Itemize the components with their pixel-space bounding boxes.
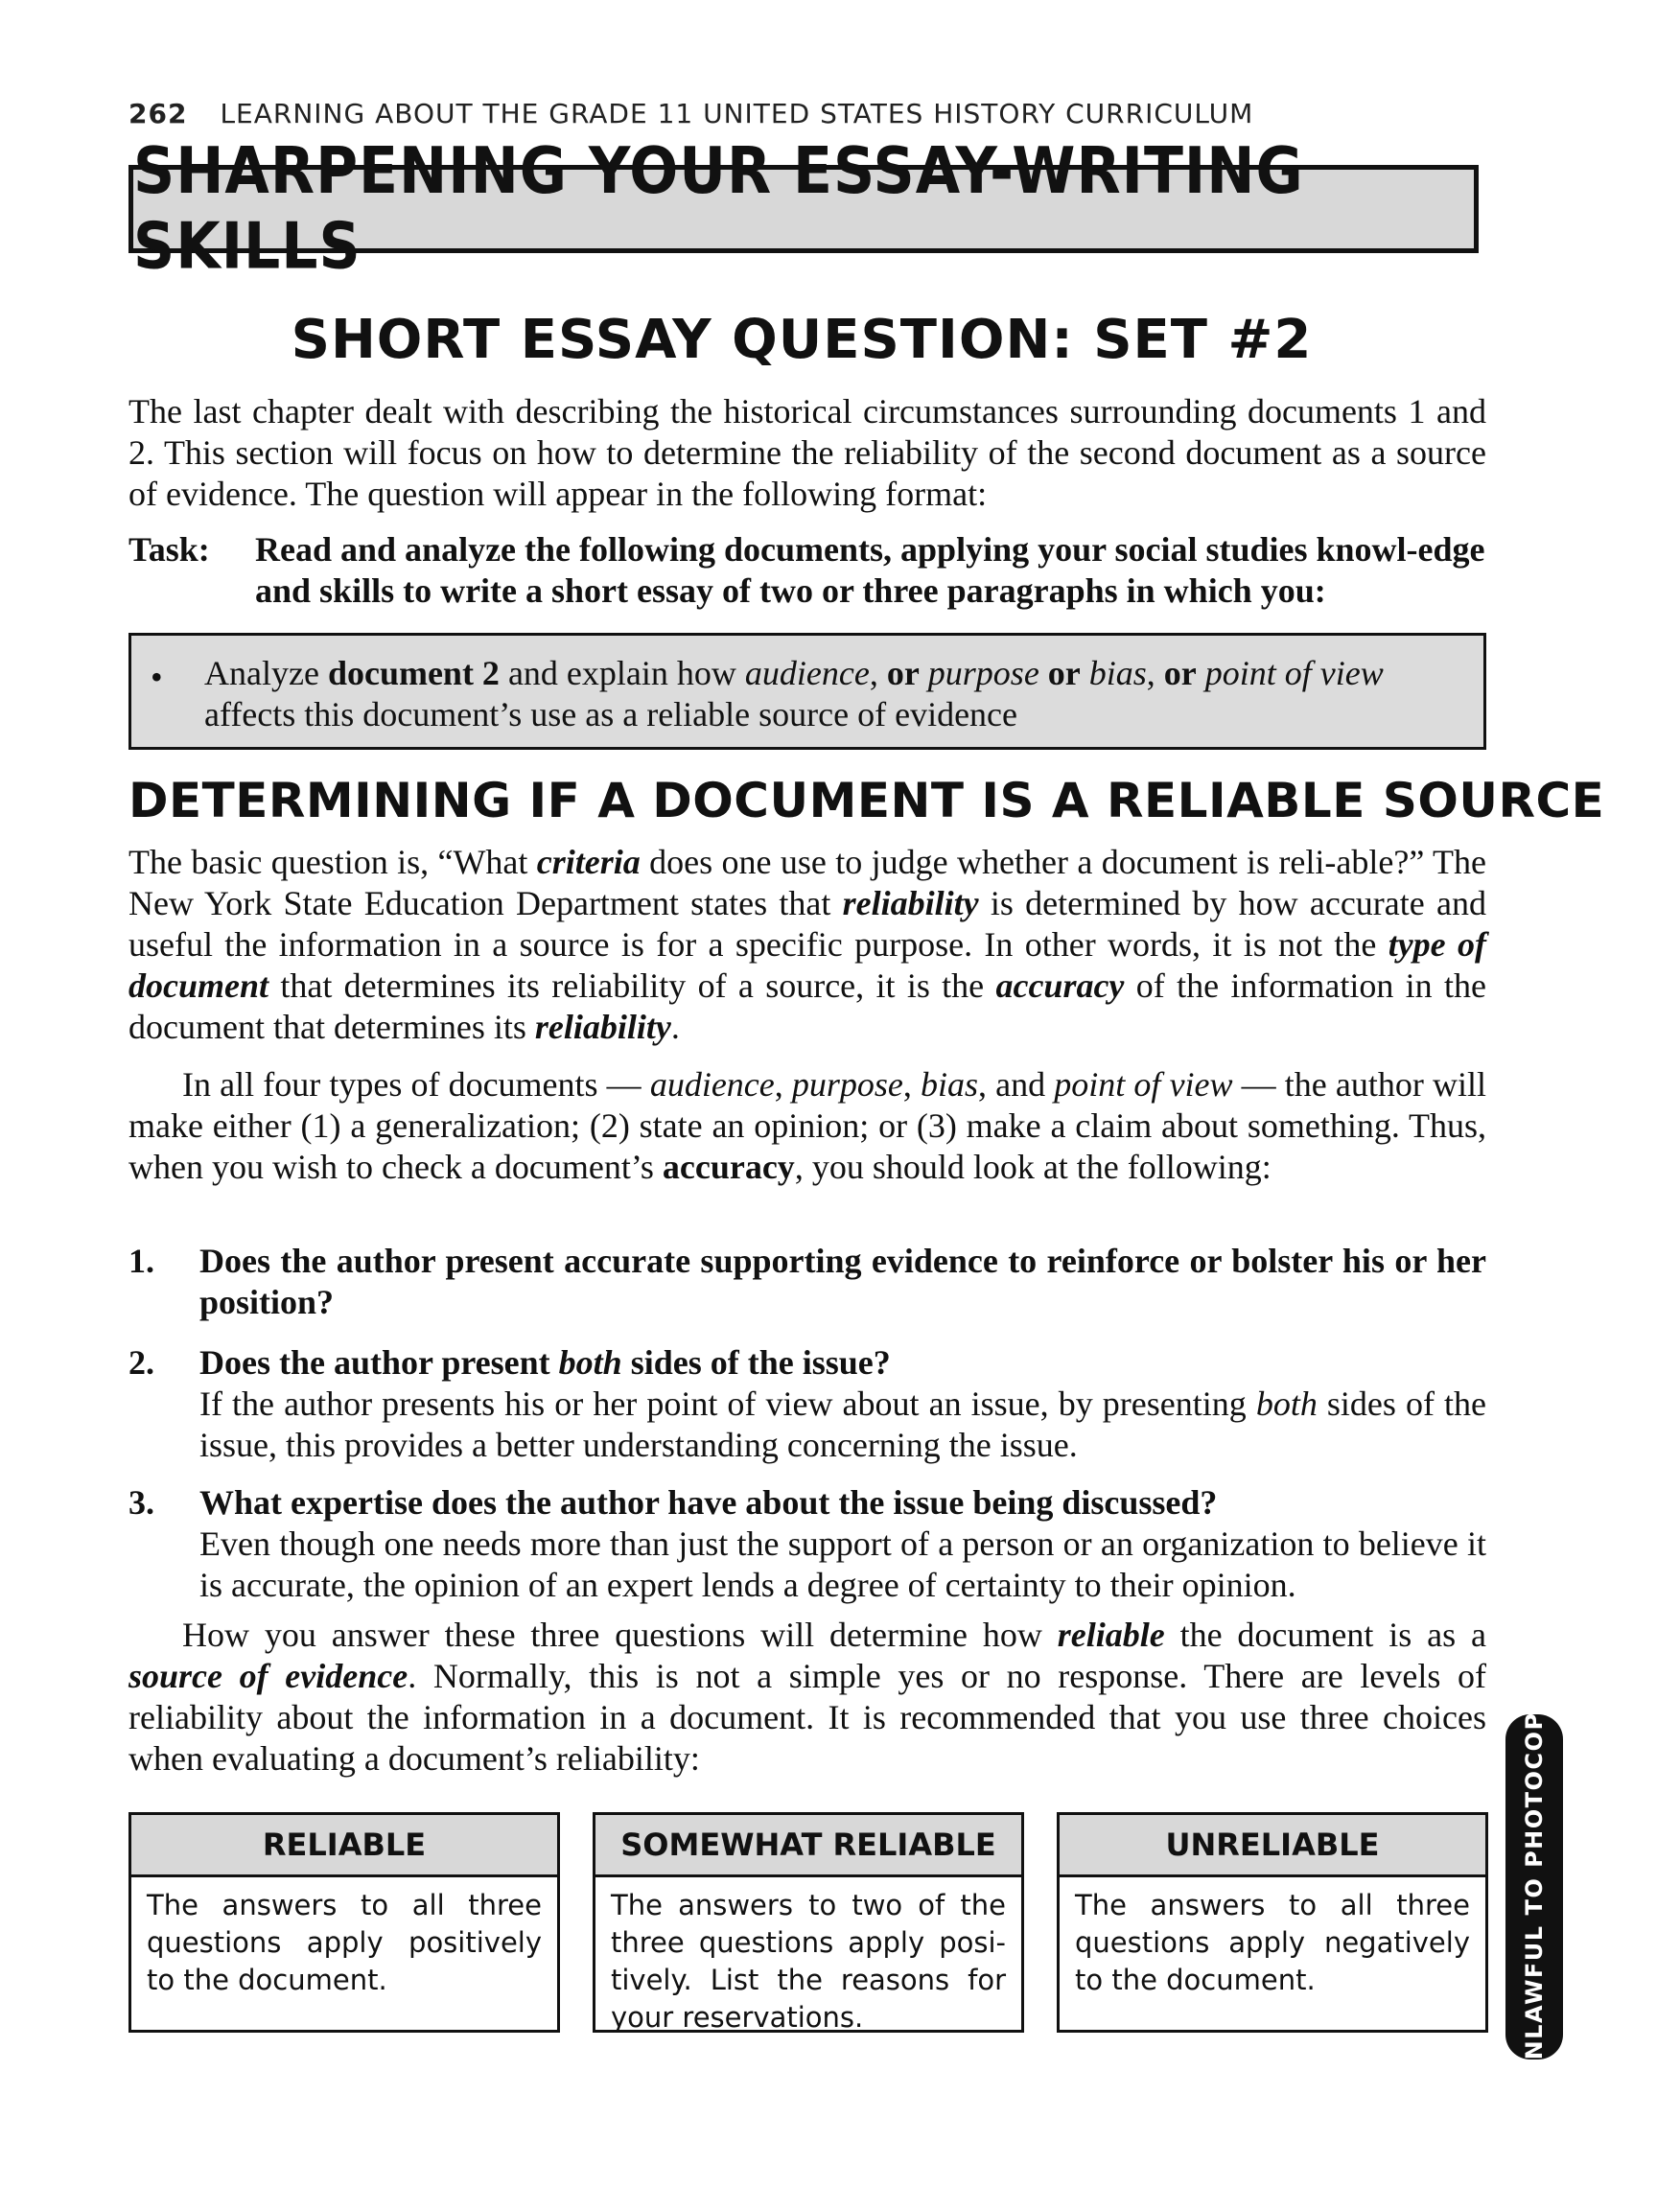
question-text: What expertise does the author have about the issue being discussed? <box>199 1483 1218 1522</box>
rating-title: RELIABLE <box>131 1815 557 1877</box>
question-text: Does the author present both sides of the issue? <box>199 1343 891 1382</box>
analyze-text: Analyze document 2 and explain how audience, or purpose or bias, or point of view affects this document’s use as a reliable source of evidence <box>204 654 1384 733</box>
rating-title: UNRELIABLE <box>1060 1815 1485 1877</box>
rating-box-reliable <box>128 1812 560 2033</box>
paragraph-document-types: In all four types of documents — audience, purpose, bias, and point of view — the author will make either (1) a generalization; (2) state an opinion; or (3) make a claim about something. Thus, when you wish to check a document’s accuracy, you should look at the following: <box>128 1065 1487 1186</box>
banner-title: SHARPENING YOUR ESSAY-WRITING SKILLS <box>133 133 1304 285</box>
page-number: 262 <box>128 98 188 129</box>
section-subheading: SHORT ESSAY QUESTION: SET #2 <box>291 309 1313 371</box>
paragraph-criteria: The basic question is, “What criteria does one use to judge whether a document is reli-able?” The New York State Education Department states that reliability is determined by how accurate and useful the information in a source is for a specific purpose. In other words, it is not the type of document that determines its reliability of a source, it is the accuracy of the information in the document that determines its reliability. <box>128 843 1486 1046</box>
task-text: Read and analyze the following documents, applying your social studies knowl-edge and skills to write a short essay of two or three paragraphs in which you: <box>255 530 1485 610</box>
question-description: If the author presents his or her point of view about an issue, by presenting both sides of the issue, this provides a better understanding concerning the issue. <box>199 1385 1487 1464</box>
closing-paragraph: How you answer these three questions will determine how reliable the document is as a source of evidence. Normally, this is not a simple yes or no response. There are levels of reliability about the information in a document. It is recommended that you use three choices when evaluating a document’s reliability: <box>128 1616 1487 1778</box>
rating-box-unreliable <box>1057 1812 1488 2033</box>
rating-title: SOMEWHAT RELIABLE <box>595 1815 1021 1877</box>
task-label: Task: <box>128 530 210 569</box>
chapter-banner <box>128 133 1479 285</box>
analyze-box <box>128 633 1486 750</box>
question-description: Even though one needs more than just the support of a person or an organization to believe it is accurate, the opinion of an expert lends a degree of certainty to their opinion. <box>199 1524 1486 1604</box>
rating-description: The answers to all three questions apply positively to the document. <box>147 1889 542 1996</box>
question-2 <box>128 1342 1486 1466</box>
rating-box-somewhat-reliable <box>593 1812 1024 2033</box>
question-number: 2. <box>128 1343 154 1382</box>
rating-description: The answers to two of the three questions apply posi-tively. List the reasons for your reservations. <box>611 1889 1006 2034</box>
rating-description: The answers to all three questions apply negatively to the document. <box>1075 1889 1470 1996</box>
question-number: 1. <box>128 1242 154 1280</box>
question-1 <box>128 1241 1486 1323</box>
section-heading: DETERMINING IF A DOCUMENT IS A RELIABLE SOURCE <box>128 773 1605 828</box>
side-tab-label: UNLAWFUL TO PHOTOCOPY <box>1521 1693 1548 2081</box>
running-title: LEARNING ABOUT THE GRADE 11 UNITED STATES HISTORY CURRICULUM <box>220 98 1254 129</box>
intro-paragraph: The last chapter dealt with describing the historical circumstances surrounding documents 1 and 2. This section will focus on how to determine the reliability of the second document as a source of evidence. The question will appear in the following format: <box>128 392 1486 513</box>
task-block <box>128 529 1486 612</box>
question-text: Does the author present accurate supporting evidence to reinforce or bolster his or her position? <box>199 1242 1486 1321</box>
question-3 <box>128 1482 1486 1606</box>
question-number: 3. <box>128 1483 154 1522</box>
bullet-icon: • <box>151 658 163 696</box>
side-tab <box>1505 1693 1563 2081</box>
running-header <box>128 98 1253 129</box>
